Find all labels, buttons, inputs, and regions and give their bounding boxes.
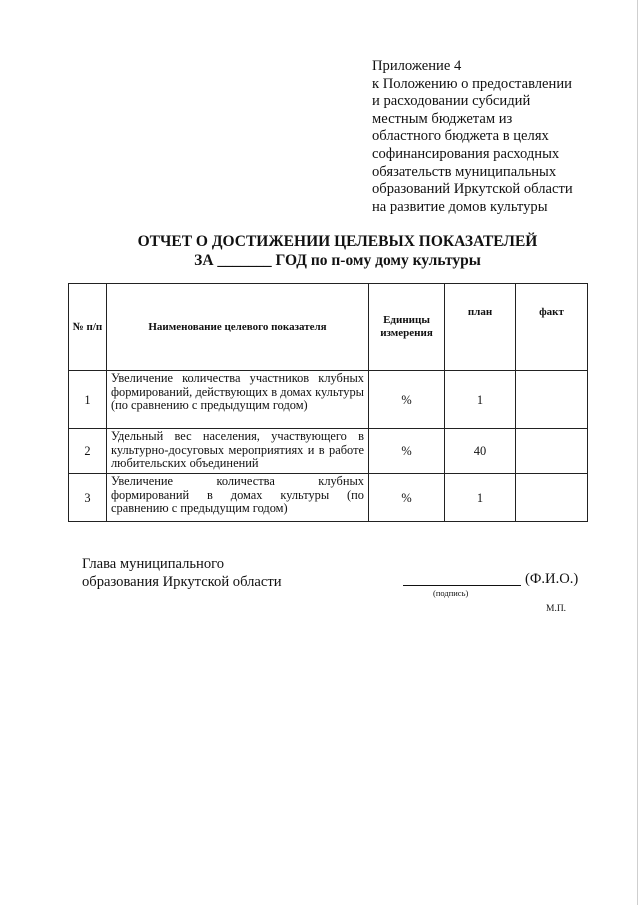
report-title xyxy=(0,232,640,270)
table-row xyxy=(69,429,588,474)
header-num: № п/п xyxy=(69,284,107,371)
fio-label: (Ф.И.О.) xyxy=(525,571,579,587)
row-num: 2 xyxy=(69,429,107,474)
row-num: 3 xyxy=(69,474,107,522)
header-units: Единицы измерения xyxy=(369,284,445,371)
row-num: 1 xyxy=(69,371,107,429)
row-fact xyxy=(516,429,588,474)
row-fact xyxy=(516,371,588,429)
appendix-line: обязательств муниципальных xyxy=(372,163,557,180)
stamp-place-label: М.П. xyxy=(546,604,567,614)
appendix-line: Приложение 4 xyxy=(372,58,462,74)
signature-title-line1: Глава муниципального xyxy=(82,556,225,572)
table-header-row xyxy=(69,284,588,371)
appendix-block xyxy=(372,58,632,216)
appendix-line: образований Иркутской области xyxy=(372,181,573,198)
row-units: % xyxy=(369,429,445,474)
table-row xyxy=(69,474,588,522)
row-plan: 40 xyxy=(445,429,516,474)
header-fact: факт xyxy=(516,284,588,371)
page-edge-line xyxy=(637,0,638,905)
appendix-line: к Положению о предоставлении xyxy=(372,75,572,92)
header-plan: план xyxy=(445,284,516,371)
row-plan: 1 xyxy=(445,474,516,522)
appendix-line: областного бюджета в целях xyxy=(372,128,549,145)
signature-block xyxy=(82,555,282,591)
report-title-line2: ЗА _______ ГОД по п-ому дому культуры xyxy=(194,252,481,269)
appendix-line: на развитие домов культуры xyxy=(372,198,548,215)
table-row xyxy=(69,371,588,429)
row-indicator-name: Удельный вес населения, участвующего в культурно-досуговых мероприятиях и в работе любительских объединений xyxy=(107,429,369,474)
row-indicator-name: Увеличение количества клубных формирований в домах культуры (по сравнению с предыдущим годом) xyxy=(107,474,369,522)
signature-line xyxy=(403,585,521,586)
appendix-line: местным бюджетам из xyxy=(372,110,513,127)
row-plan: 1 xyxy=(445,371,516,429)
appendix-line: софинансирования расходных xyxy=(372,145,560,162)
report-title-line1: ОТЧЕТ О ДОСТИЖЕНИИ ЦЕЛЕВЫХ ПОКАЗАТЕЛЕЙ xyxy=(137,233,538,250)
row-fact xyxy=(516,474,588,522)
indicators-table xyxy=(68,283,588,522)
row-indicator-name: Увеличение количества участников клубных формирований, действующих в домах культуры (по сравнению с предыдущим годом) xyxy=(107,371,369,429)
podpis-caption: (подпись) xyxy=(433,588,469,598)
appendix-line: и расходовании субсидий xyxy=(372,93,531,110)
header-name: Наименование целевого показателя xyxy=(107,284,369,371)
row-units: % xyxy=(369,474,445,522)
signature-title-line2: образования Иркутской области xyxy=(82,574,282,590)
row-units: % xyxy=(369,371,445,429)
